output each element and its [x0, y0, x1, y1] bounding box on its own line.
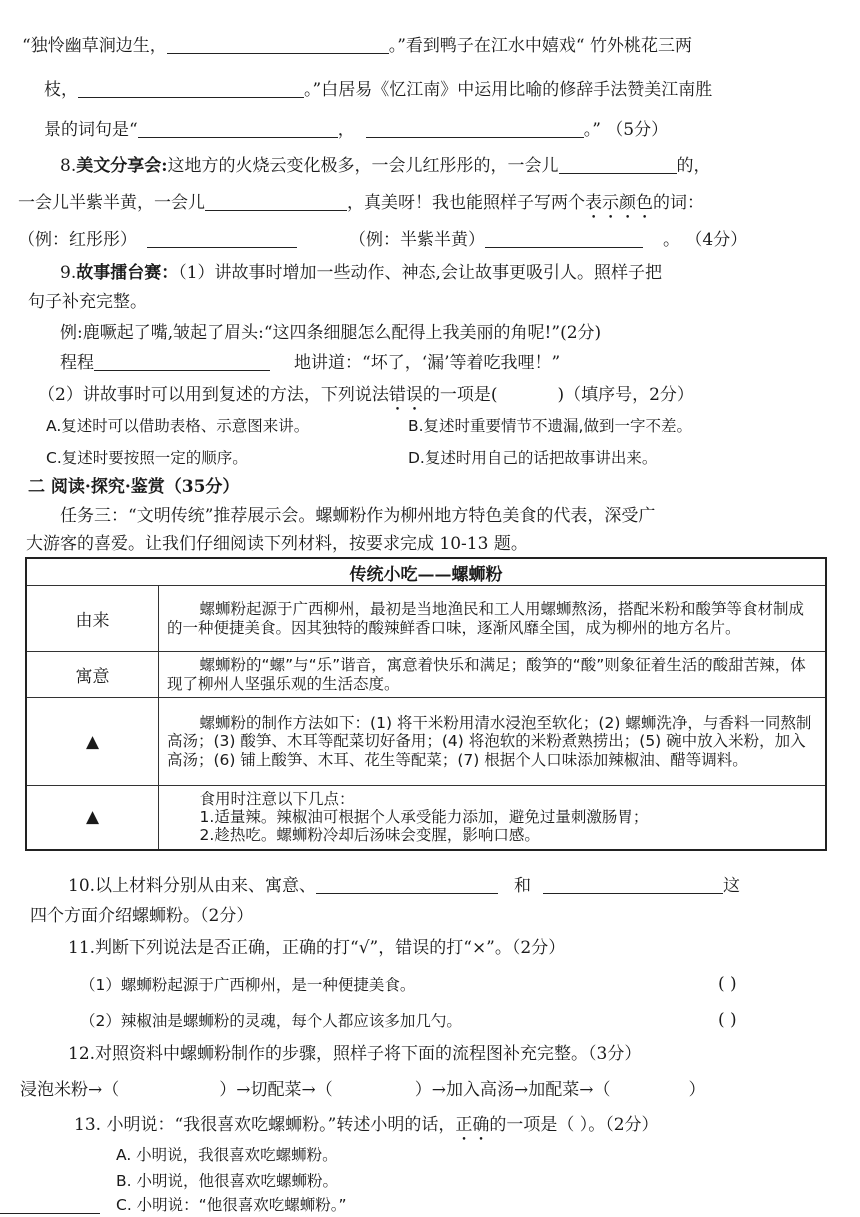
question-number: 8. — [60, 156, 77, 176]
text: 的词： — [653, 193, 704, 213]
option-d — [408, 449, 657, 468]
flow-text: 浸泡米粉→（ — [20, 1080, 120, 1100]
question-8-line-2 — [18, 193, 704, 223]
poem-line-2 — [44, 80, 712, 100]
text: ，真美呀！我也能照样子写两个 — [347, 193, 585, 213]
option-c — [46, 449, 248, 468]
answer-blank[interactable] — [78, 81, 304, 98]
question-11 — [68, 938, 565, 958]
row-label: 由来 — [26, 586, 159, 652]
text: （1）螺蛳粉起源于广西柳州，是一种便捷美食。 — [80, 976, 416, 994]
option-text: C.复述时要按照一定的顺序。 — [46, 449, 248, 467]
text: 程程 — [60, 353, 94, 373]
text: （2）讲故事时可以用到复述的方法，下列说法 — [38, 385, 389, 405]
row-label-placeholder: ▲ — [26, 698, 159, 786]
question-9 — [60, 263, 662, 283]
poem-line-1 — [22, 36, 692, 56]
option-text: B.复述时重要情节不遗漏,做到一字不差。 — [408, 417, 692, 435]
answer-blank[interactable] — [147, 231, 297, 248]
answer-blank[interactable] — [94, 354, 270, 371]
text: )（填序号，2分） — [557, 385, 694, 405]
option-a — [116, 1146, 338, 1165]
row-label: 寓意 — [26, 652, 159, 698]
flow-text: ） — [688, 1080, 706, 1100]
text: 这地方的火烧云变化极多，一会儿红彤彤的，一会儿 — [167, 156, 559, 176]
table-row — [26, 586, 826, 652]
answer-blank[interactable] — [138, 121, 338, 138]
option-a — [46, 417, 309, 436]
text: 13. 小明说：“我很喜欢吃螺蛳粉。”转述小明的话， — [74, 1115, 456, 1135]
option-text: C. 小明说：“他很喜欢吃螺蛳粉。” — [116, 1196, 347, 1214]
option-text: A. 小明说，我很喜欢吃螺蛳粉。 — [116, 1146, 338, 1164]
emphasized-text: 正确 — [455, 1115, 490, 1135]
question-9-part-2 — [38, 385, 694, 415]
table-row — [26, 698, 826, 786]
option-text: A.复述时可以借助表格、示意图来讲。 — [46, 417, 310, 435]
poem-line-3 — [44, 120, 668, 140]
text: 例:鹿噘起了嘴,皱起了眉头:“这四条细腿怎么配得上我美丽的角呢!”(2分) — [60, 323, 602, 343]
text: （1）讲故事时增加一些动作、神态,会让故事更吸引人。照样子把 — [178, 263, 662, 283]
option-b — [116, 1172, 338, 1191]
text: 一会儿半紫半黄，一会儿 — [18, 193, 205, 213]
section-title: 美文分享会: — [76, 156, 168, 176]
answer-paren[interactable] — [718, 1010, 737, 1030]
question-10 — [68, 876, 740, 896]
content-line: 1.适量辣。辣椒油可根据个人承受能力添加，避免过量刺激肠胃； — [199, 808, 649, 827]
table-row — [26, 786, 826, 850]
option-c — [116, 1196, 347, 1215]
text: 大游客的喜爱。让我们仔细阅读下列材料，按要求完成 10-13 题。 — [26, 534, 528, 554]
option-text: B. 小明说，他很喜欢吃螺蛳粉。 — [116, 1172, 338, 1190]
emphasized-text: 表示颜色 — [585, 193, 653, 213]
table-row — [26, 652, 826, 698]
emphasized-text: 错误 — [388, 385, 423, 405]
text: 的一项是( — [422, 385, 498, 405]
option-text: D.复述时用自己的话把故事讲出来。 — [408, 449, 658, 467]
question-9-line-2 — [28, 292, 147, 312]
question-12 — [68, 1044, 641, 1064]
task-intro-1 — [60, 506, 655, 526]
question-9-fill — [60, 353, 560, 373]
flow-text: ）→加入高汤→加配菜→（ — [414, 1080, 611, 1100]
answer-blank[interactable] — [316, 877, 498, 894]
text: 12.对照资料中螺蛳粉制作的步骤，照样子将下面的流程图补充完整。（3分） — [68, 1044, 642, 1064]
answer-paren[interactable] — [718, 974, 737, 994]
answer-blank[interactable] — [167, 37, 389, 54]
row-content: 螺蛳粉的“螺”与“乐”谐音，寓意着快乐和满足；酸笋的“酸”则象征着生活的酸甜苦辣，体现了柳州人坚强乐观的生活态度。 — [159, 652, 827, 698]
text: 任务三：“文明传统”推荐展示会。螺蛳粉作为柳州地方特色美食的代表，深受广 — [60, 506, 656, 526]
text: 。” （5分） — [583, 120, 669, 140]
text: 。 （4分） — [663, 230, 748, 250]
text: 四个方面介绍螺蛳粉。（2分） — [30, 906, 254, 926]
content-line: 食用时注意以下几点： — [199, 789, 355, 808]
answer-blank[interactable] — [205, 194, 347, 211]
row-label-placeholder: ▲ — [26, 786, 159, 850]
answer-blank[interactable] — [559, 157, 677, 174]
example-sentence — [60, 323, 601, 343]
text: （例：半紫半黄） — [349, 230, 485, 250]
text: 。”看到鸭子在江水中嬉戏“ 竹外桃花三两 — [388, 36, 692, 56]
text: （2）辣椒油是螺蛳粉的灵魂，每个人都应该多加几勺。 — [80, 1012, 462, 1030]
text: 地讲道：“坏了，‘漏’等着吃我哩！” — [294, 353, 561, 373]
section-2-heading — [28, 477, 239, 497]
footer-rule — [0, 1213, 100, 1214]
content-line: 2.趁热吃。螺蛳粉冷却后汤味会变腥，影响口感。 — [199, 826, 540, 845]
row-content — [159, 786, 827, 850]
answer-blank[interactable] — [543, 877, 723, 894]
table-title: 传统小吃——螺蛳粉 — [26, 558, 826, 586]
question-13 — [74, 1115, 659, 1145]
statement-1 — [80, 976, 415, 995]
text: 的一项是（ ）。（2分） — [489, 1115, 659, 1135]
text: 这 — [723, 876, 741, 896]
row-content: 螺蛳粉起源于广西柳州，最初是当地渔民和工人用螺蛳熬汤，搭配米粉和酸笋等食材制成的一种便捷美食。因其独特的酸辣鲜香口味，逐渐风靡全国，成为柳州的地方名片。 — [159, 586, 827, 652]
paren-text: ( ) — [718, 974, 737, 994]
heading-text: 二 阅读·探究·鉴赏（35分） — [28, 477, 240, 497]
flow-chart — [20, 1080, 705, 1100]
text: 。”白居易《忆江南》中运用比喻的修辞手法赞美江南胜 — [304, 80, 713, 100]
material-table — [25, 557, 827, 851]
question-8 — [60, 156, 711, 176]
answer-blank[interactable] — [366, 121, 584, 138]
text: 景的词句是“ — [44, 120, 138, 140]
text: 10.以上材料分别从由来、寓意、 — [68, 876, 317, 896]
task-intro-2 — [26, 534, 528, 554]
paren-text: ( ) — [718, 1010, 737, 1030]
text: 和 — [514, 876, 532, 896]
text: 句子补充完整。 — [28, 292, 147, 312]
question-number: 9. — [60, 263, 77, 283]
row-content: 螺蛳粉的制作方法如下：(1) 将干米粉用清水浸泡至软化；(2) 螺蛳洗净，与香料一同熬制高汤；(3) 酸笋、木耳等配菜切好备用；(4) 将泡软的米粉煮熟捞出；(5) 碗中放入米粉，加入高汤；(6) 铺上酸笋、木耳、花生等配菜；(7) 根据个人口味添加辣椒油、醋等调料。 — [159, 698, 827, 786]
section-title: 故事擂台赛： — [76, 263, 179, 283]
text: 11.判断下列说法是否正确，正确的打“√”，错误的打“×”。（2分） — [68, 938, 566, 958]
question-10-line-2 — [30, 906, 253, 926]
text: 枝， — [44, 80, 78, 100]
statement-2 — [80, 1012, 462, 1031]
text: ， — [337, 120, 355, 140]
text: “独怜幽草涧边生， — [22, 36, 167, 56]
answer-blank[interactable] — [485, 231, 643, 248]
text: （例：红彤彤） — [18, 230, 137, 250]
question-8-line-3 — [18, 230, 747, 250]
option-b — [408, 417, 692, 436]
flow-text: ）→切配菜→（ — [219, 1080, 333, 1100]
text: 的， — [676, 156, 711, 176]
